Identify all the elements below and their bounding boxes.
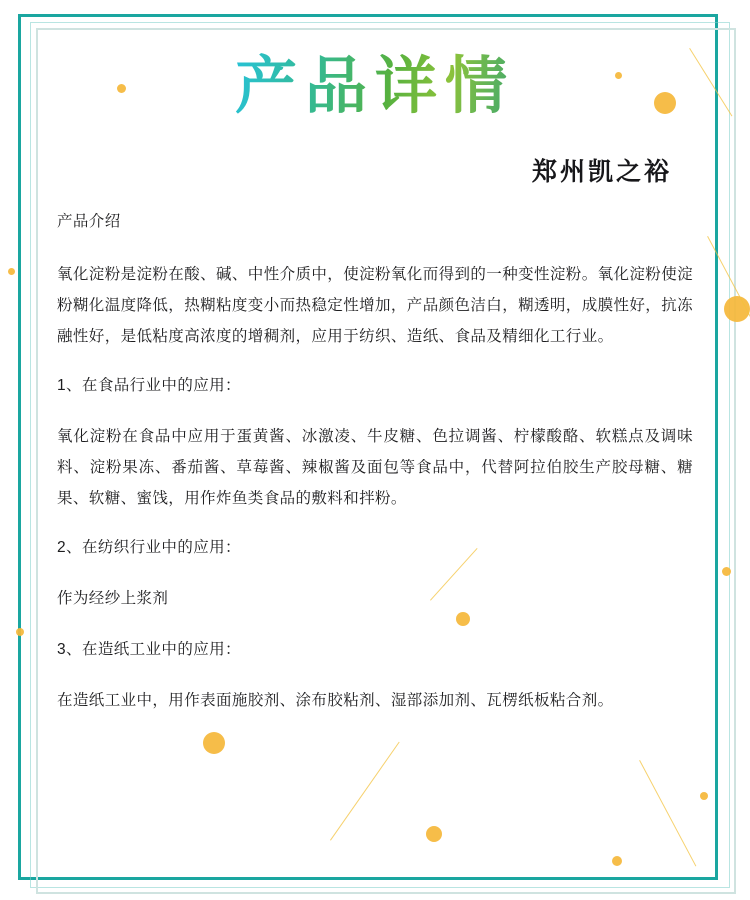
paragraph-paper: 在造纸工业中，用作表面施胶剂、涂布胶粘剂、湿部添加剂、瓦楞纸板粘合剂。: [57, 692, 614, 709]
decor-dot: [612, 856, 622, 866]
decor-dot: [117, 84, 126, 93]
decor-dot: [615, 72, 622, 79]
decor-dot: [722, 567, 731, 576]
paragraph-food: 氧化淀粉在食品中应用于蛋黄酱、冰激凌、牛皮糖、色拉调酱、柠檬酸酪、软糕点及调味料、淀粉果冻、番茄酱、草莓酱、辣椒酱及面包等食品中，代替阿拉伯胶生产胶母糖、糖果、软糖、蜜饯，用作炸鱼类食品的敷料和拌粉。: [57, 428, 693, 507]
section-label: 产品介绍: [57, 213, 121, 230]
paragraph-textile: 作为经纱上浆剂: [57, 590, 169, 607]
company-name: 郑州凯之裕: [531, 157, 672, 186]
content-body: [57, 206, 693, 734]
paragraph-heading-food: 1、在食品行业中的应用：: [57, 377, 241, 394]
paragraph-heading-paper: 3、在造纸工业中的应用：: [57, 641, 241, 658]
decor-dot: [700, 792, 708, 800]
decor-dot: [203, 732, 225, 754]
paragraph-heading-textile: 2、在纺织行业中的应用：: [57, 539, 241, 556]
decor-dot: [16, 628, 24, 636]
decor-dot: [8, 268, 15, 275]
decor-dot: [426, 826, 442, 842]
decor-dot: [654, 92, 676, 114]
paragraph-intro: 氧化淀粉是淀粉在酸、碱、中性介质中，使淀粉氧化而得到的一种变性淀粉。氧化淀粉使淀粉糊化温度降低，热糊粘度变小而热稳定性增加，产品颜色洁白，糊透明，成膜性好，抗冻融性好，是低粘度高浓度的增稠剂，应用于纺织、造纸、食品及精细化工行业。: [57, 266, 694, 345]
page-title: 产品详情: [234, 49, 515, 122]
